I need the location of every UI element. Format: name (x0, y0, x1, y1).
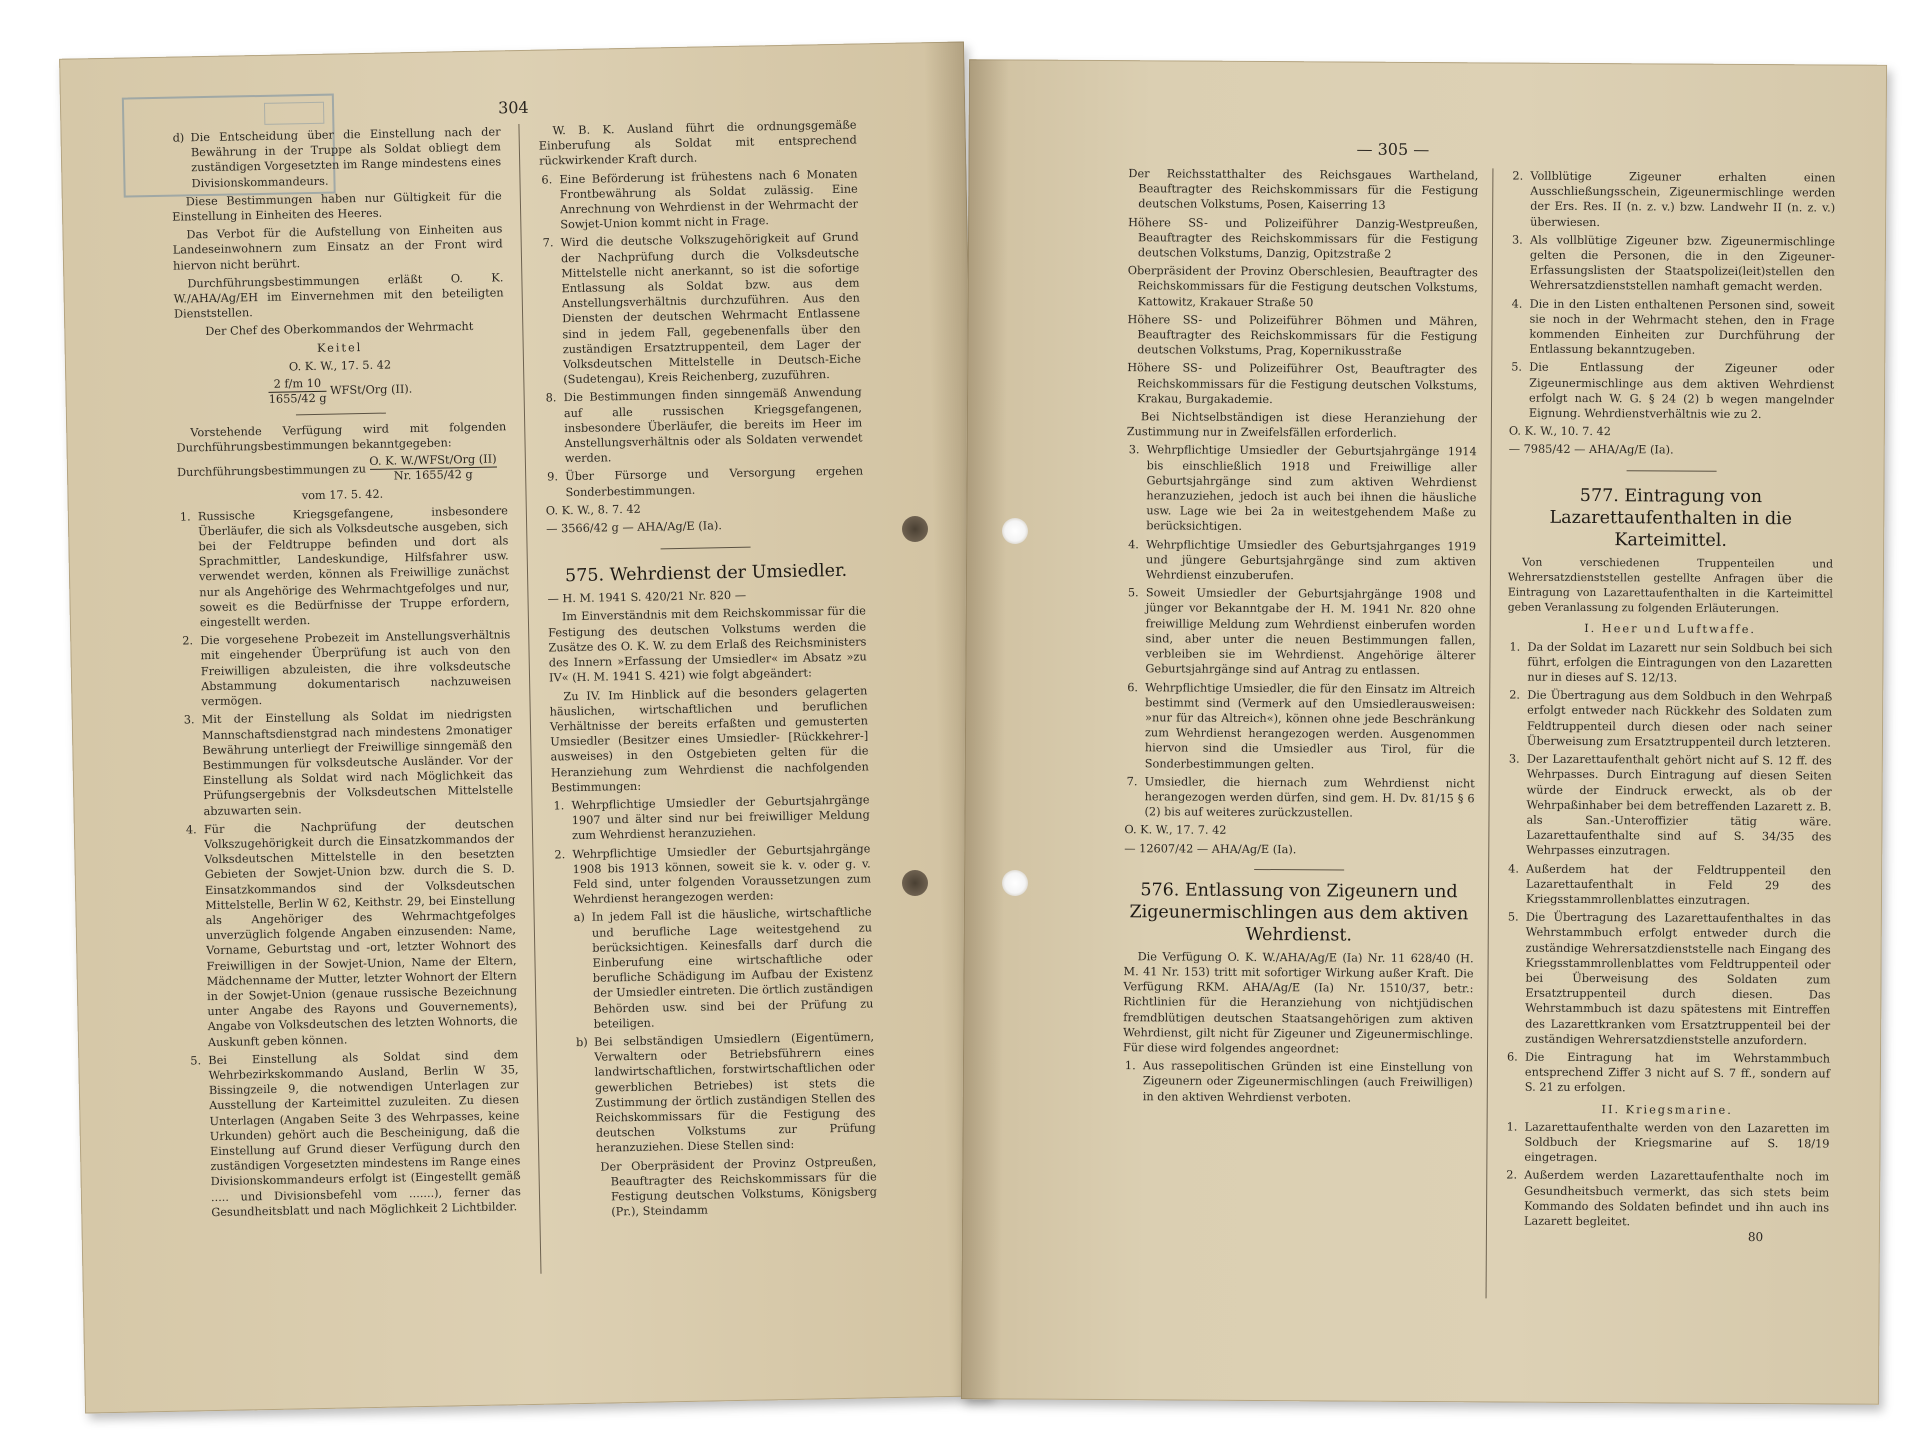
list-item: 2. Außerdem werden Lazarettaufenthalte noch im Gesundheitsbuch vermerkt, das sich stets beim Kommando des Soldaten befindet und ihn auch ins Lazarett begleitet. (1506, 1168, 1830, 1229)
authority-entry: Oberpräsident der Provinz Oberschlesien, Beauftragter des Reichskommissars für die Festigung deutschen Volkstums, Kattowitz, Krakauer Straße 50 (1127, 264, 1478, 309)
numbered-list (539, 166, 863, 500)
reference: O. K. W., 8. 7. 42 (545, 502, 641, 518)
list-item: 2. Die vorgesehene Probezeit im Anstellungsverhältnis mit eingehender Überprüfung ist auch von den Freiwilligen abzuleisten, die ihre volksdeutsche Abstammung dokumentarisch nachzuweisen vermögen. (182, 628, 512, 709)
list-item: 1. Da der Soldat im Lazarett nur sein Soldbuch bei sich führt, erfolgen die Eintragungen von den Lazaretten nur in dieses auf S. 12/13. (1509, 640, 1833, 685)
list-item: 2. Vollblütige Zigeuner erhalten einen Ausschließungsschein, Zigeunermischlinge werden der Ers. Res. II (n. z. v.) bzw. Landwehr II (n. z. v.) überwiesen. (1512, 169, 1836, 229)
punch-hole (1002, 518, 1028, 544)
subsection-heading: II. Kriegsmarine. (1601, 1102, 1733, 1117)
numbered-list (1505, 639, 1833, 1097)
list-item: 7. Umsiedler, die hiernach zum Wehrdienst nicht herangezogen werden dürfen, sind gem. H. Dv. 81/15 § 6 (2) bis auf weiteres zurückzustellen. (1126, 774, 1475, 820)
right-column-2 (1504, 169, 1835, 1234)
numbered-list (1124, 443, 1476, 822)
paragraph: Durchführungsbestimmungen erläßt O. K. W./AHA/Ag/EH im Einvernehmen mit den beteiligten Dienststellen. (173, 271, 504, 321)
list-item: 6. Wehrpflichtige Umsiedler, die für den Einsatz im Altreich bestimmt sind (Vermerk auf den Umsiedlerausweisen: »nur für das Altreich«), können ohne jede Beschränkung zum Wehrdienst herangezogen werden. Ausgenommen hiervon sind die Umsiedler aus Tirol, für die Sonderbestimmungen gelten. (1127, 680, 1476, 771)
list-item: 4. Außerdem hat der Feldtruppenteil den Lazarettaufenthalt in Feld 29 des Kriegsstammrollenblattes einzutragen. (1508, 862, 1832, 907)
paragraph: Von verschiedenen Truppenteilen und Wehrersatzdienststellen gestellte Anfragen über die Eintragung von Lazarettaufenthalten in die Karteimittel geben Veranlassung zu folgenden Erläuterungen. (1507, 555, 1834, 616)
list-item: 2. Die Übertragung aus dem Soldbuch in den Wehrpaß erfolgt entweder nach Rückkehr des Soldaten zum Feldtruppenteil durch diesen oder nach seiner Überweisung zum Ersatztruppenteil durch letzteren. (1509, 688, 1833, 750)
punch-hole (902, 516, 928, 542)
list-item: 4. Wehrpflichtige Umsiedler des Geburtsjahrganges 1919 und jüngere Geburtsjahrgänge sind zum aktiven Wehrdienst einzuberufen. (1128, 537, 1477, 583)
list-item: 3. Mit der Einstellung als Soldat im niedrigsten Mannschaftsdienstgrad nach mindestens 2monatiger Bewährung unterliegt der Freiwillige sinngemäß den Bestimmungen für volksdeutsche Ausländer. Vor der Einstellung als Soldat wird nach Möglichkeit das Prüfungsergebnis der Volksdeutschen Mittelstelle abzuwarten sein. (183, 707, 514, 818)
reference: — 7985/42 — AHA/Ag/E (Ia). (1508, 442, 1674, 457)
signoff-ref: O. K. W., 17. 5. 42 (288, 358, 392, 374)
gutter-shadow (961, 59, 1009, 1399)
list-item: 2. Wehrpflichtige Umsiedler der Geburtsjahrgänge 1908 bis 1913 können, soweit sie k. v. oder g. v. Feld sind, unter folgenden Voraussetzungen zum Wehrdienst herangezogen werden: (554, 841, 872, 907)
numbered-list (178, 503, 522, 1221)
paragraph: Vorstehende Verfügung wird mit folgenden Durchführungsbestimmungen bekanntgegeben: (176, 420, 507, 455)
list-item: 5. Die Übertragung des Lazarettaufenthaltes in das Wehrstammbuch erfolgt entweder durch die zuständige Wehrersatzdienststelle nach Eingang des Kriegsstammrollenblattes vom Feldtruppenteil oder bei Überweisung des Soldaten zum Ersatztruppenteil durch diesen. Das Wehrstammbuch ist dazu spätestens mit Eintreffen des Lazarettkranken vom Ersatztruppenteil bei der zuständigen Wehrersatzdienststelle anzufordern. (1507, 910, 1831, 1048)
numbered-list (1504, 1119, 1830, 1230)
list-item: 4. Für die Nachprüfung der deutschen Volkszugehörigkeit durch die Einsatzkommandos der Volksdeutschen Mittelstelle in den besetzten Gebieten der Sowjet-Union bzw. durch die S. D. Einsatzkommandos sind der Volksdeutschen Mittelstelle, Berlin W 62, Keithstr. 29, bei Einstellung als Angehöriger des Wehrmachtgefolges unverzüglich folgende Angaben einzusenden: Name, Vorname, Geburtstag und -ort, letzter Wohnort des Freiwilligen in der Sowjet-Union, Name der Eltern, Mädchenname der Mutter, letzter Wohnort der Eltern in der Sowjet-Union (genaue russische Bezeichnung unter Angabe des Rayons und Gouvernements), Angabe von Volksdeutschen des letzten Wohnorts, die Auskunft geben können. (185, 816, 518, 1049)
right-page (961, 59, 1887, 1405)
list-item: 5. Die Entlassung der Zigeuner oder Zigeunermischlinge aus dem aktiven Wehrdienst erfolgt nach W. G. § 24 (2) b wegen mangelnder Eignung. Wehrdienstverhältnis wie zu 2. (1511, 360, 1835, 422)
reference: — 3566/42 g — AHA/Ag/E (Ia). (546, 519, 723, 536)
authority-entry: Höhere SS- und Polizeiführer Ost, Beauftragter des Reichskommissars für die Festigung deutschen Volkstums, Krakau, Burgakademie. (1127, 361, 1478, 406)
list-item: 8. Die Bestimmungen finden sinngemäß Anwendung auf alle russischen Kriegsgefangenen, insbesondere Überläufer, die bereits im Heer im Anstellungsverhältnis oder als Soldaten verwendet werden. (545, 385, 863, 466)
numbered-list (551, 792, 871, 908)
left-column-2 (538, 118, 877, 1224)
divider (1626, 470, 1716, 472)
list-item: 1. Russische Kriegsgefangene, insbesondere Überläufer, die sich als Volksdeutsche ausgeben, sich bei der Feldtruppe befinden und dort als Sprachmittler, Landeskundige, Hilfsfahrer usw. verwendet werden, können als Freiwillige zunächst nur als Angehörige des Wehrmachtgefolges und nur, soweit es die Bedürfnisse der Truppe erfordern, eingestellt werden. (179, 503, 510, 630)
paragraph: Das Verbot für die Aufstellung von Einheiten aus Landeseinwohnern zum Einsatz an der Front wird hiervon nicht berührt. (172, 222, 503, 273)
right-column-1 (1123, 166, 1479, 1109)
reference: O. K. W., 17. 7. 42 (1124, 823, 1227, 838)
list-item: 7. Wird die deutsche Volkszugehörigkeit auf Grund der Nachprüfung durch die Volksdeutsche Mittelstelle nicht anerkannt, so ist die sofortige Entlassung als Soldat bzw. aus dem Anstellungsverhältnis durchzuführen. Aus den Diensten der deutschen Wehrmacht Entlassene sind in jedem Fall, gegebenenfalls über den zuständigen Ersatztruppenteil, dem Lager der Volksdeutschen Mittelstelle in Deutsch-Eiche (Sudetengau), Kreis Reichenberg, zuzuführen. (542, 230, 862, 387)
page-number-right: — 305 — (1356, 139, 1430, 160)
paragraph: W. B. K. Ausland führt die ordnungsgemäße Einberufung als Soldat mit entsprechend rückwirkender Kraft durch. (538, 118, 857, 169)
list-item: 6. Die Eintragung hat im Wehrstammbuch entsprechend Ziffer 3 nicht auf S. 7 ff., sondern auf S. 21 zu erfolgen. (1506, 1050, 1831, 1095)
signoff-name: Keitel (316, 340, 363, 355)
list-item: 4. Die in den Listen enthaltenen Personen sind, soweit sie noch in der Wehrmacht stehen, den in Frage kommenden Einheiten zur Durchführung der Entlassung bekanntzugeben. (1511, 297, 1835, 357)
list-item: 1. Lazarettaufenthalte werden von den Lazaretten im Soldbuch der Kriegsmarine auf S. 18/19 eingetragen. (1506, 1120, 1830, 1165)
list-item: 6. Eine Beförderung ist frühestens nach 6 Monaten Frontbewährung als Soldat zulässig. Eine Anrechnung von Wehrdienst in der Wehrmacht der Sowjet-Union kommt nicht in Frage. (541, 167, 859, 232)
footer-number: 80 (1747, 1229, 1764, 1245)
source-reference: — H. M. 1941 S. 420/21 Nr. 820 — (547, 589, 747, 606)
subsection-heading: I. Heer und Luftwaffe. (1584, 622, 1757, 637)
list-item: 1. Aus rassepolitischen Gründen ist eine Einstellung von Zigeunern oder Zigeunermischlingen (auch Freiwilligen) in den aktiven Wehrdienst verboten. (1124, 1059, 1473, 1105)
divider (296, 413, 386, 416)
paragraph: Zu IV. Im Hinblick auf die besonders gelagerten häuslichen, wirtschaftlichen und beruflichen Verhältnisse der bereits erfaßten und gemusterten Umsiedler (Besitzer eines Umsiedler- [Rückkehrer-] ausweises) in den Ostgebieten gelten für die Heranziehung zum Wehrdienst die nachfolgenden Bestimmungen: (549, 683, 869, 795)
list-item: 9. Über Fürsorge und Versorgung ergehen Sonderbestimmungen. (547, 464, 864, 499)
divider (1254, 869, 1344, 871)
paragraph: Bei Nichtselbständigen ist diese Heranziehung der Zustimmung nur in Zweifelsfällen erforderlich. (1126, 410, 1477, 441)
paragraph: Diese Bestimmungen haben nur Gültigkeit für die Einstellung in Einheiten des Heeres. (172, 189, 502, 224)
sub-item: b) Bei selbständigen Umsiedlern (Eigentümern, Verwaltern oder Betriebsführern eines landwirtschaftlichen, forstwirtschaftlichen oder gewerblichen Betriebes) ist stets die Zustimmung der örtlich zuständigen Stellen des Reichskommissars für die Festigung des deutschen Volkstums zur Prüfung heranzuziehen. Diese Stellen sind: (575, 1030, 876, 1156)
list-item: 5. Bei Einstellung als Soldat sind dem Wehrbezirkskommando Ausland, Berlin W 35, Bissingzeile 9, die notwendigen Unterlagen zur Ausstellung der Karteimittel zuzuleiten. Zu diesen Unterlagen (Angaben Seite 3 des Wehrpasses, keine Urkunden) gehört auch die Bescheinigung, daß die Einstellung auf Grund dieser Verfügung durch den zuständigen Vorgesetzten mindestens im Range eines Divisionskommandeurs erfolgt ist (Eingestellt gemäß ..... und Divisionsbefehl vom .......), ferner das Gesundheitsblatt und nach Möglichkeit 2 Lichtbilder. (190, 1047, 522, 1219)
list-item: 1. Wehrpflichtige Umsiedler der Geburtsjahrgänge 1907 und älter sind nur bei freiwilliger Meldung zum Wehrdienst heranzuziehen. (553, 793, 870, 843)
divider (661, 547, 751, 550)
authority-list (1127, 166, 1478, 408)
page-number-left: 304 (497, 97, 529, 118)
reference: O. K. W., 10. 7. 42 (1508, 424, 1612, 439)
dfb-line: Durchführungsbestimmungen zu $\frac{\text{O. K. W./WFSt/Org (II)}}{Nr. 1655/42 g}$ (176, 452, 497, 483)
authority-entry: Höhere SS- und Polizeiführer Danzig-Westpreußen, Beauftragter des Reichskommissars für die Festigung deutschen Volkstums, Danzig, Opitzstraße 2 (1128, 215, 1479, 261)
list-item: 3. Als vollblütige Zigeuner bzw. Zigeunermischlinge gelten die Personen, die in den Zigeuner-Erfassungslisten der Staatspolizei(leit)stellen den Wehrersatzdienststellen namhaft gemacht werden. (1511, 233, 1836, 294)
paragraph: Im Einverständnis mit dem Reichskommissar für die Festigung des deutschen Volkstums werden die Zusätze des O. K. W. zu dem Erlaß des Reichsministers des Innern »Erfassung der Umsiedler« im Absatz »zu IV« (H. M. 1941 S. 421) wie folgt abgeändert: (548, 604, 867, 685)
section-heading-577: 577. Eintragung von Lazarettaufenthalten in die Karteimittel. (1549, 485, 1793, 551)
left-column-1 (170, 124, 521, 1223)
left-page (59, 41, 990, 1413)
dfb-date: vom 17. 5. 42. (301, 488, 384, 503)
punch-hole (902, 870, 928, 896)
numbered-list (1509, 169, 1836, 423)
list-item: 5. Soweit Umsiedler der Geburtsjahrgänge 1908 und jünger vor Bekanntgabe der H. M. 1941 Nr. 820 ohne freiwillige Meldung zum Wehrdienst einberufen worden sind, aber unter die neuen Bestimmungen fallen, verbleiben sie im Wehrdienst. Angehörige älterer Geburtsjahrgänge sind auf Antrag zu entlassen. (1127, 586, 1476, 678)
signoff-fraction: $\frac{2 f/m 10}{1655/42 g}$ WFSt/Org (II). (268, 376, 413, 406)
paragraph: Die Verfügung O. K. W./AHA/Ag/E (Ia) Nr. 11 628/40 (H. M. 41 Nr. 153) tritt mit sofortiger Wirkung außer Kraft. Die Verfügung RKM. AHA/Ag/E (Ia) Nr. 1510/37, betr.: Richtlinien für die Heranziehung von nichtjüdischen fremdblütigen deutschen Staatsangehörigen zum aktiven Wehrdienst, gilt nicht für Zigeuner und Zigeunermischlinge. Für diese wird folgendes angeordnet: (1123, 949, 1474, 1056)
authority-entry: Höhere SS- und Polizeiführer Böhmen und Mähren, Beauftragter des Reichskommissars für die Festigung deutschen Volkstums, Prag, Kopernikusstraße (1127, 313, 1478, 359)
column-rule (1486, 168, 1494, 1298)
authority-entry: Der Reichsstatthalter des Reichsgaues Wartheland, Beauftragter des Reichskommissars für die Festigung deutschen Volkstums, Posen, Kaiserring 13 (1128, 167, 1479, 213)
punch-hole (1002, 870, 1028, 896)
paragraph: Der Oberpräsident der Provinz Ostpreußen, Beauftragter des Reichskommissars für die Festigung deutschen Volkstums, Königsberg (Pr.), Steindamm (600, 1154, 878, 1219)
list-item: 3. Der Lazarettaufenthalt gehört nicht auf S. 12 ff. des Wehrpasses. Durch Eintragung auf diesen Seiten würde der Eindruck erweckt, als ob der Wehrpaßinhaber bei dem betreffenden Lazarett z. B. als San.-Unteroffizier tätig wäre. Lazarettaufenthalte sind auf S. 34/35 des Wehrpasses einzutragen. (1508, 752, 1832, 858)
reference: — 12607/42 — AHA/Ag/E (Ia). (1124, 841, 1297, 856)
section-heading-575: 575. Wehrdienst der Umsiedler. (564, 561, 848, 587)
signoff-title: Der Chef des Oberkommandos der Wehrmacht (205, 320, 474, 339)
list-item: 3. Wehrpflichtige Umsiedler der Geburtsjahrgänge 1914 bis einschließlich 1918 und Freiwillige aller Geburtsjahrgänge sind zum aktiven Wehrdienst heranzuziehen, jedoch ist auch bei ihnen die häusliche usw. Lage wie bei 2a in weitestgehendem Maße zu berücksichtigen. (1128, 443, 1477, 534)
list-item: d) Die Entscheidung über die Einstellung nach der Bewährung in der Truppe als Soldat obliegt dem zuständigen Vorgesetzten im Range mindestens eines Divisionskommandeurs. (172, 125, 502, 190)
column-rule (518, 124, 541, 1274)
section-heading-576: 576. Entlassung von Zigeunern und Zigeunermischlingen aus dem aktiven Wehrdienst. (1129, 880, 1469, 946)
sub-item: a) In jedem Fall ist die häusliche, wirtschaftliche und berufliche Lage weitestgehend zu berücksichtigen. Keinesfalls darf durch die Einberufung eine wirtschaftliche oder berufliche Schädigung im Aufbau der Existenz der Umsiedler eintreten. Die örtlich zuständigen Behörden usw. sind bei der Prüfung zu beteiligen. (573, 905, 874, 1031)
